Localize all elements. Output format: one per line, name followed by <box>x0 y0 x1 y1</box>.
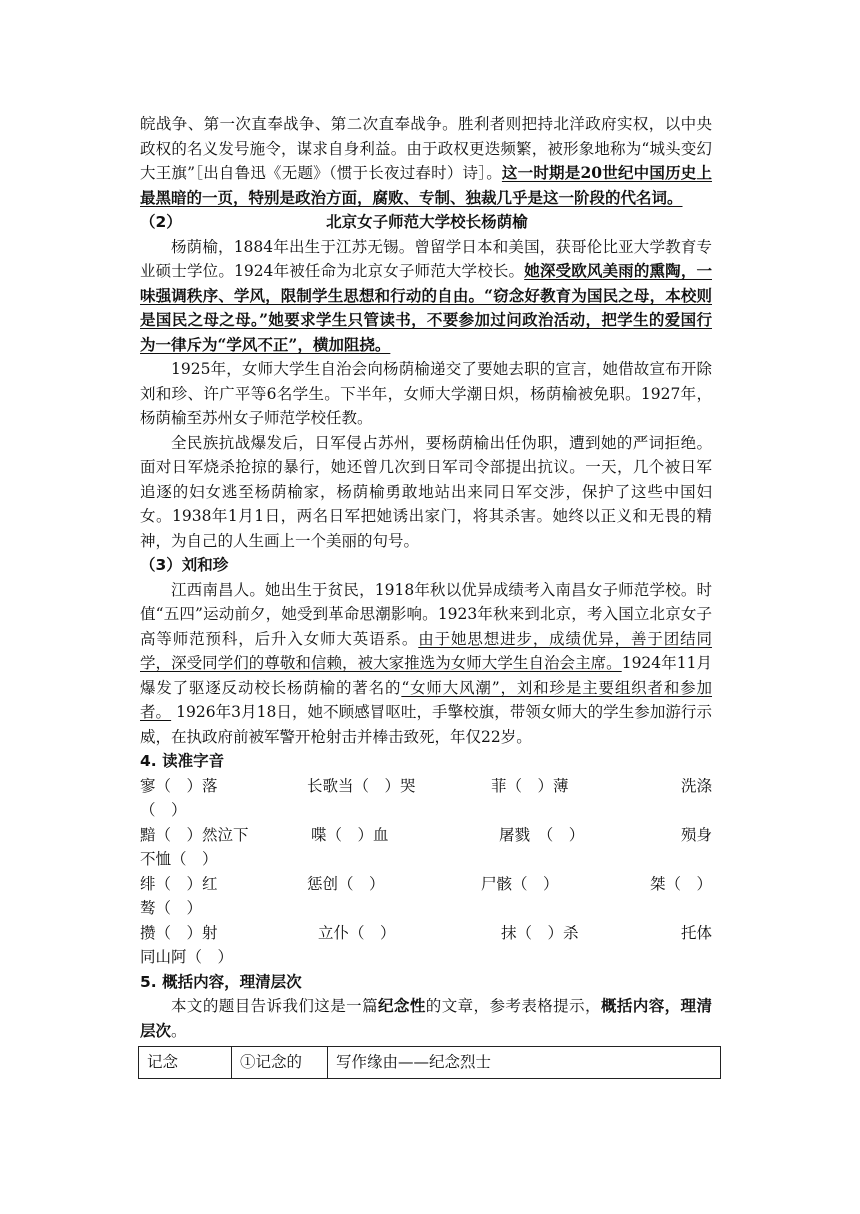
emphasis-text: 这一时期是20世纪中国历史上最黑暗的一页，特别是政治方面，腐败、专制、独裁几乎是这一阶段的代名词。 <box>140 163 712 207</box>
pinyin-item: 喋（ ）血 <box>311 825 389 844</box>
pinyin-item: 惩创（ ） <box>307 874 385 893</box>
pinyin-item: 桀（ ） <box>649 874 712 893</box>
pinyin-item: 抹（ ）杀 <box>501 923 579 942</box>
pinyin-item: 攒（ ）射 <box>140 923 218 942</box>
bold-text: 概括内容，理清层次 <box>140 996 712 1040</box>
pinyin-item: 长歌当（ ）哭 <box>307 776 416 795</box>
document-page <box>140 112 712 1079</box>
paragraph-text: 本文的题目告诉我们这是一篇 <box>171 997 378 1015</box>
pinyin-item: 黯（ ）然泣下 <box>140 825 249 844</box>
emphasis-text: 她深受欧风美雨的熏陶，一味强调秩序、学风，限制学生思想和行动的自由。“窃念好教育为国民之母，本校则是国民之母之母。”她要求学生只管读书，不要参加过问政治活动，把学生的爱国行为一律斥为“学风不正”，横加阻挠。 <box>140 261 712 354</box>
pinyin-item: 寥（ ）落 <box>140 776 218 795</box>
paragraph-text: 皖战争、第一次直奉战争、第二次直奉战争。胜利者则把持北洋政府实权，以中央政权的名义发号施令，谋求自身利益。由于政权更迭频繁，被形象地称为“城头变幻大王旗”［出自鲁迅《无题》（惯于长夜过春时）诗］。 <box>140 115 712 182</box>
section-title: 北京女子师范大学校长杨荫榆 <box>326 213 528 231</box>
table-cell: 写作缘由——纪念烈士 <box>328 1047 721 1079</box>
section-3-heading: （3）刘和珍 <box>140 556 229 574</box>
paragraph-yang-intro <box>140 235 712 358</box>
paragraph-text: 1926年3月18日，她不顾感冒呕吐，手擎校旗，带领女师大的学生参加游行示威，在执政府前被军警开枪射击并棒击致死，年仅22岁。 <box>140 703 712 746</box>
pinyin-row-3 <box>140 872 712 897</box>
pinyin-item: 立仆（ ） <box>318 923 396 942</box>
section-2-heading <box>140 210 712 235</box>
table-cell: 记念 <box>139 1047 232 1079</box>
pinyin-item: 绯（ ）红 <box>140 874 218 893</box>
pinyin-item: 殒身 <box>680 825 712 844</box>
paragraph-liu <box>140 578 712 750</box>
paragraph-text: 。 <box>171 1021 187 1040</box>
table-cell: ①记念的 <box>232 1047 328 1079</box>
underlined-text: “女师大风潮”，刘和珍是主要组织者和参加者。 <box>140 678 712 721</box>
section-4-heading: 4. 读准字音 <box>140 752 225 770</box>
paragraph-text: 江西南昌人。她出生于贫民，1918年秋以优异成绩考入南昌女子师范学校。时值“五四”运动前夕，她受到革命思潮影响。1923年秋来到北京，考入国立北京女子高等师范预科，后升入女师大英语系。 <box>140 580 712 648</box>
paragraph-yang-war: 全民族抗战爆发后，日军侵占苏州，要杨荫榆出任伪职，遭到她的严词拒绝。面对日军烧杀抢掠的暴行，她还曾几次到日军司令部提出抗议。一天，几个被日军追逐的妇女逃至杨荫榆家，杨荫榆勇敢地站出来同日军交涉，保护了这些中国妇女。1938年1月1日，两名日军把她诱出家门，将其杀害。她终以正义和无畏的精神，为自己的人生画上一个美丽的句号。 <box>140 433 712 550</box>
pinyin-item: 尸骸（ ） <box>481 874 559 893</box>
pinyin-item: 洗涤 <box>680 776 712 795</box>
pinyin-row-2-cont: 不恤（ ） <box>140 850 218 868</box>
summary-table <box>138 1046 721 1079</box>
paragraph-beiyang <box>140 112 712 210</box>
pinyin-row-1 <box>140 774 712 799</box>
paragraph-text: 的文章，参考表格提示， <box>425 997 601 1015</box>
paragraph-yang-1925: 1925年，女师大学生自治会向杨荫榆递交了要她去职的宣言，她借故宣布开除刘和珍、许广平等6名学生。下半年，女师大学潮日炽，杨荫榆被免职。1927年，杨荫榆至苏州女子师范学校任教。 <box>140 360 712 427</box>
paragraph-text: 1924年11月爆发了驱逐反动校长杨荫榆的著名的 <box>140 654 712 697</box>
pinyin-row-2 <box>140 823 712 848</box>
pinyin-row-4-cont: 同山阿（ ） <box>140 948 234 966</box>
underlined-text: 由于她思想进步，成绩优异，善于团结同学，深受同学们的尊敬和信赖，被大家推选为女师大学生自治会主席。 <box>140 629 712 672</box>
pinyin-item: 屠戮 （ ） <box>499 825 585 844</box>
pinyin-item: 菲（ ）薄 <box>491 776 569 795</box>
pinyin-row-4 <box>140 921 712 946</box>
paragraph-text: 杨荫榆，1884年出生于江苏无锡。曾留学日本和美国，获哥伦比亚大学教育专业硕士学位。1924年被任命为北京女子师范大学校长。 <box>140 237 712 280</box>
bold-text: 纪念性 <box>378 996 426 1015</box>
pinyin-row-1-cont: （ ） <box>140 801 187 819</box>
section-number: （2） <box>140 213 182 231</box>
pinyin-item: 托体 <box>680 923 712 942</box>
paragraph-instructions <box>140 994 712 1043</box>
section-5-heading: 5. 概括内容，理清层次 <box>140 972 302 991</box>
pinyin-row-3-cont: 骜（ ） <box>140 899 203 917</box>
table-row <box>139 1047 721 1079</box>
